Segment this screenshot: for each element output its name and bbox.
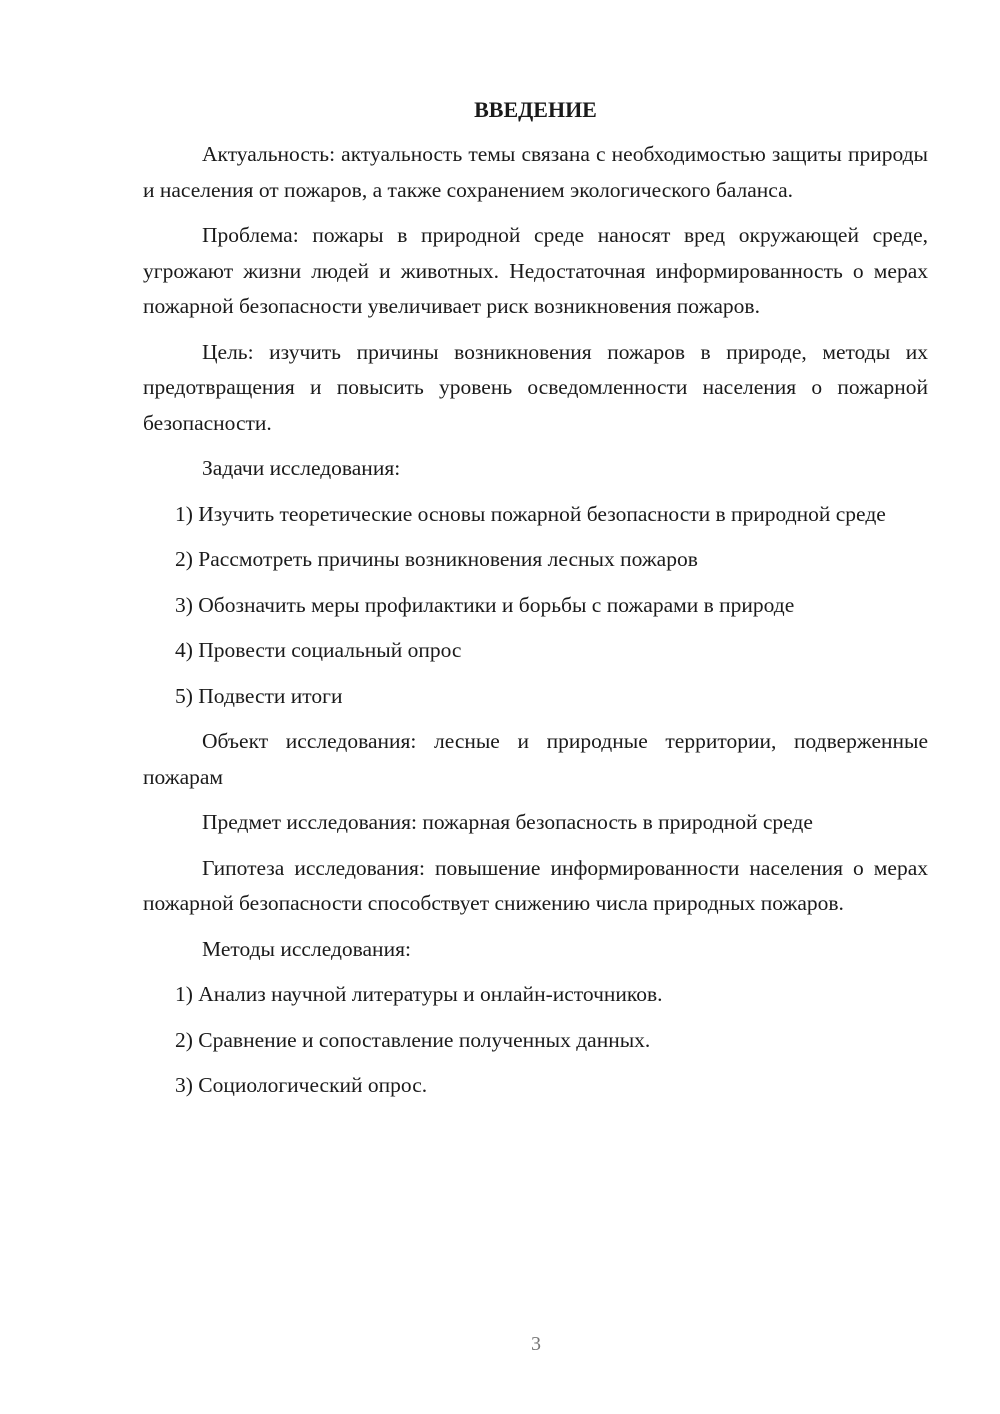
task-item: 2) Рассмотреть причины возникновения лесных пожаров xyxy=(175,547,698,571)
task-item: 5) Подвести итоги xyxy=(175,683,343,708)
task-item: 4) Провести социальный опрос xyxy=(175,638,462,662)
goal-paragraph: Цель: изучить причины возникновения пожаров в природе, методы их предотвращения и повысить уровень осведомленности населения о пожарной безопасности. xyxy=(143,339,928,435)
method-item: 2) Сравнение и сопоставление полученных данных. xyxy=(175,1027,651,1052)
methods-list xyxy=(143,977,928,1104)
hypothesis-paragraph: Гипотеза исследования: повышение информированности населения о мерах пожарной безопасности способствует снижению числа природных пожаров. xyxy=(143,855,928,915)
methods-heading: Методы исследования: xyxy=(202,936,411,961)
task-item: 3) Обозначить меры профилактики и борьбы с пожарами в природе xyxy=(175,592,795,617)
subject-paragraph: Предмет исследования: пожарная безопасность в природной среде xyxy=(202,810,813,834)
tasks-list xyxy=(143,497,928,715)
page-title: ВВЕДЕНИЕ xyxy=(474,97,597,122)
page-number: 3 xyxy=(531,1333,541,1355)
page-content xyxy=(143,95,928,1114)
problem-paragraph: Проблема: пожары в природной среде наносят вред окружающей среде, угрожают жизни людей и животных. Недостаточная информированность о мерах пожарной безопасности увеличивает риск возникновения пожаров. xyxy=(143,223,928,318)
task-item: 1) Изучить теоретические основы пожарной безопасности в природной среде xyxy=(175,501,886,526)
tasks-heading: Задачи исследования: xyxy=(202,456,401,480)
relevance-paragraph: Актуальность: актуальность темы связана с необходимостью защиты природы и населения от пожаров, а также сохранением экологического баланса. xyxy=(143,142,928,202)
object-paragraph: Объект исследования: лесные и природные территории, подверженные пожарам xyxy=(143,729,928,789)
method-item: 1) Анализ научной литературы и онлайн-источников. xyxy=(175,982,663,1006)
method-item: 3) Социологический опрос. xyxy=(175,1073,428,1097)
